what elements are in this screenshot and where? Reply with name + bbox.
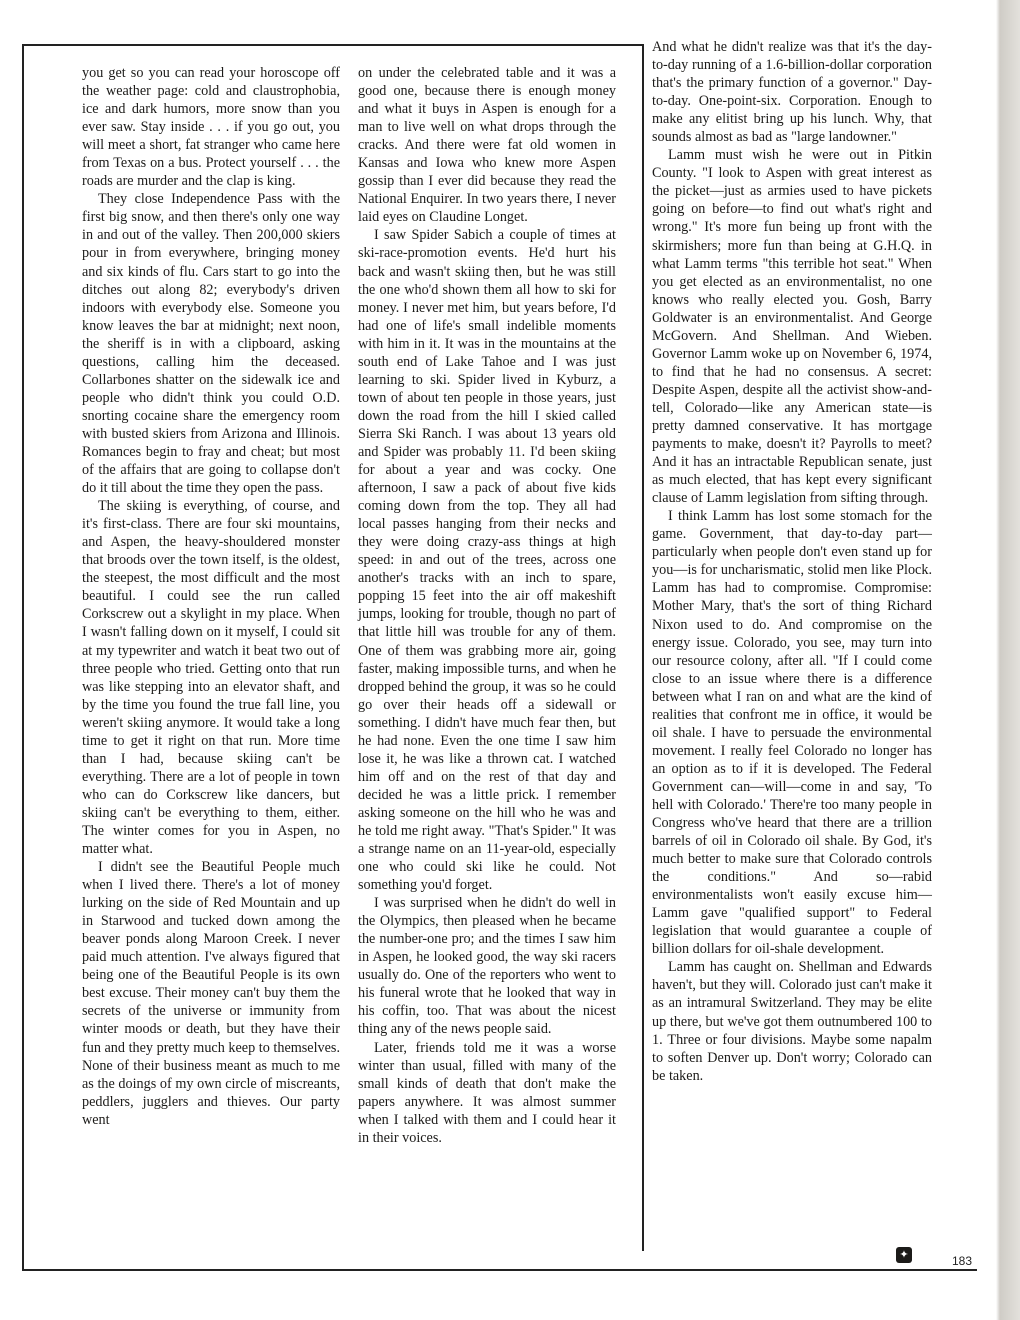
article-frame-right-rule (642, 44, 644, 1251)
paragraph: you get so you can read your horoscope off the weather page: cold and claustrophobia, ice and dark humors, more snow than you ever saw. Stay inside . . . if you go out, you will meet a short, fat stranger who came here from Texas on a bus. Protect yourself . . . the roads are murder and the clap is king. (82, 65, 340, 190)
article-frame-top-rule (22, 44, 644, 46)
paragraph: And what he didn't realize was that it's the day-to-day running of a 1.6-billion-dollar corporation that's the primary function of a governor." Day-to-day. One-point-six. Corporation. Enough to make any elitist bring up his lunch. Why, that sounds almost as bad as "large landowner." (652, 39, 932, 146)
text-column-2 (358, 64, 616, 1147)
paragraph: on under the celebrated table and it was a good one, because there is enough money and what it buys in Aspen is enough for a man to live well on what drops through the cracks. And there were fat old women in Kansas and Iowa who knew more Aspen gossip than I ever did because they read the National Enquirer. In two years there, I never laid eyes on Claudine Longet. (358, 65, 616, 226)
paragraph: Lamm must wish he were out in Pitkin County. "I look to Aspen with great interest as the picket—just as armies used to have pickets going on before—to find out what's right and wrong." It's more fun being up front with the skirmishers; more fun than being at G.H.Q. in what Lamm terms "this terrible hot seat." When you get elected as an environmentalist, no one knows who really elected you. Gosh, Barry Goldwater is an environmentalist. And George McGovern. And Shellman. And Wieben. Governor Lamm woke up on November 6, 1974, to find that he had no consensus. A secret: Despite Aspen, despite all the activist show-and-tell, Colorado—like any American state—is pretty damned conservative. It has mortgage payments to make, doesn't it? Payrolls to meet? And it has an intractable Republican senate, just as much elected, that has kept every significant clause of Lamm legislation from sifting through. (652, 147, 932, 507)
paragraph: They close Independence Pass with the first big snow, and then there's only one way in and out of the valley. Then 200,000 skiers pour in from everywhere, bringing money and six kinds of flu. Cars start to go into the ditches out along 82; everybody's driven indoors with everybody else. Someone you know leaves the bar at midnight; next noon, the sheriff is in with a clipboard, asking questions, calling him the deceased. Collarbones shatter on the sidewalk ice and people who didn't think you could O.D. snorting cocaine share the emergency room with busted skiers from Arizona and Illinois. Romances begin to fray and cheat; but most of the affairs that are going to collapse don't do it till about the time they open the pass. (82, 191, 340, 497)
paragraph: The skiing is everything, of course, and it's first-class. There are four ski mountains, and Aspen, the heavy-shouldered monster that broods over the town itself, is the oldest, the steepest, the most difficult and the most beautiful. I could see the run called Corkscrew out a skylight in my place. When I wasn't falling down on it myself, I could sit at my typewriter and watch it beat two out of three people who tried. Getting onto that run was like stepping into an elevator shaft, and by the time you found the true fall line, you weren't skiing anymore. It would take a long time to get it right on that run. More time than I had, because skiing can't be everything. There are a lot of people in town who can do Corkscrew like dancers, but skiing can't be everything to them, either. The winter comes for you in Aspen, no matter what. (82, 498, 340, 858)
paragraph: I didn't see the Beautiful People much when I lived there. There's a lot of money lurking on the side of Red Mountain and up in Starwood and tucked down among the beaver ponds along Maroon Creek. I never paid much attention. I've always figured that being one of the Beautiful People is its own best excuse. Their money can't buy them the secrets of the universe or immunity from winter moods or death, but they have their fun and they pretty much keep to themselves. None of their business meant as much to me as the doings of my own circle of miscreants, peddlers, jugglers and thieves. Our party went (82, 859, 340, 1128)
bunny-end-mark-icon: ✦ (896, 1247, 912, 1263)
paragraph: Later, friends told me it was a worse winter than usual, filled with many of the small kinds of death that don't make the papers anywhere. It was almost summer when I talked with them and I could hear it in their voices. (358, 1039, 616, 1146)
paragraph: I saw Spider Sabich a couple of times at ski-race-promotion events. He'd hurt his back and wasn't skiing then, but he was still the one who'd shown them all how to ski for money. I never met him, but years before, I'd had one of life's small indelible moments with him in it. It was in the mountains at the south end of Lake Tahoe and I was just learning to ski. Spider lived in Kyburz, a town of about ten people in those years, just down the road from the hill I skied called Sierra Ski Ranch. I was about 13 years old and Spider was probably 11. I'd been skiing for about a year and was cocky. One afternoon, I saw a pack of about five kids coming down from the top. They all had local passes hanging from their necks and they were doing crazy-ass things at high speed: in and out of the trees, across one another's tracks with an inch to spare, popping 15 feet into the air off makeshift jumps, looking for trouble, though no part of that little hill was trouble for any of them. One of them was grabbing more air, going faster, making impossible turns, and when he dropped behind the group, it was so he could go over their heads off a sidewall or something. I didn't have much fear then, but he had none. Even the one time I saw him lose it, he was like a thrown cat. I watched him off and on the rest of that day and decided he was a little prick. I remember asking someone on the hill who he was and he told me right away. "That's Spider." It was a strange name on an 11-year-old, especially one who could ski like he could. Not something you'd forget. (358, 227, 616, 894)
text-column-1 (82, 64, 340, 1129)
article-frame-left-rule (22, 44, 24, 1270)
paragraph: I was surprised when he didn't do well in the Olympics, then pleased when he became the number-one pro; and the times I saw him in Aspen, he looked good, the way ski racers usually do. One of the reporters who went to his funeral wrote that he looked that way in his coffin, too. That was about the nicest thing any of the news people said. (358, 895, 616, 1038)
article-frame-bottom-rule (22, 1269, 977, 1271)
page-number: 183 (952, 1254, 973, 1268)
paragraph: Lamm has caught on. Shellman and Edwards haven't, but they will. Colorado just can't make it as an intramural Switzerland. They may be elite up there, but we've got them outnumbered 100 to 1. Three or four divisions. Maybe some napalm to soften Denver up. Don't worry; Colorado can be taken. (652, 959, 932, 1084)
text-column-3 (652, 38, 932, 1085)
paragraph: I think Lamm has lost some stomach for the game. Government, that day-to-day part—particularly when people don't even stand up for you—is for uncharismatic, stolid men like Plock. Lamm has had to compromise. Compromise: Mother Mary, that's the sort of thing Richard Nixon used to do. And compromise on the energy issue. Colorado, you see, may turn into our resource colony, after all. "If I could come close to an issue where there is a difference between what I ran on and what are the kind of realities that confront me in office, it would be oil shale. I have to persuade the environmental movement. I really feel Colorado no longer has an option as to if it is developed. The Federal Government can—will—come in and say, 'To hell with Colorado.' There're too many people in Congress who've heard that there are a trillion barrels of oil in Colorado oil shale. By God, it's much better to make sure that Colorado controls the conditions." And so—rabid environmentalists won't easily excuse him—Lamm gave "qualified support" to Federal legislation that would guarantee a couple of billion dollars for oil-shale development. (652, 508, 932, 958)
